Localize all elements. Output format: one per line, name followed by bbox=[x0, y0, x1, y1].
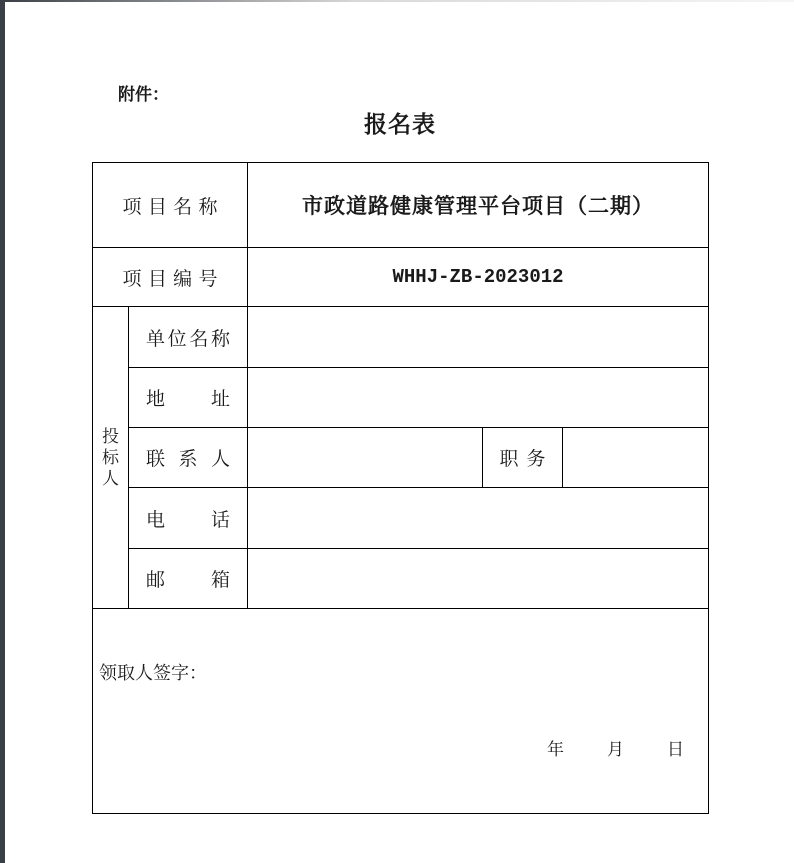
project-name-label: 项 目 名 称 bbox=[122, 196, 218, 218]
email-value-cell bbox=[248, 549, 709, 609]
unit-name-label: 单 位 名 称 bbox=[146, 328, 230, 350]
position-value-cell bbox=[563, 428, 709, 488]
project-name-label-cell bbox=[93, 163, 248, 248]
page-left-edge-shadow bbox=[0, 0, 5, 863]
phone-label: 电 话 bbox=[146, 509, 230, 531]
position-label: 职 务 bbox=[499, 449, 546, 470]
date-year-label: 年 bbox=[547, 740, 565, 759]
project-name-value-cell bbox=[248, 163, 709, 248]
project-name-value: 市政道路健康管理平台项目（二期） bbox=[302, 194, 655, 218]
date-day-label: 日 bbox=[667, 740, 685, 759]
table-row bbox=[93, 248, 709, 307]
project-number-label-cell bbox=[93, 248, 248, 307]
table-row bbox=[93, 307, 709, 368]
email-label: 邮 箱 bbox=[146, 570, 230, 591]
attachment-label: 附件： bbox=[118, 85, 169, 104]
date-line bbox=[547, 735, 684, 760]
address-value-cell bbox=[248, 368, 709, 428]
table-row bbox=[93, 549, 709, 609]
date-month-label: 月 bbox=[607, 740, 625, 759]
project-number-value: WHHJ-ZB-2023012 bbox=[392, 266, 564, 288]
contact-value-cell bbox=[248, 428, 483, 488]
project-number-label: 项 目 编 号 bbox=[122, 268, 218, 290]
contact-label-cell bbox=[129, 428, 248, 488]
bidder-group-label: 投 标 人 bbox=[102, 427, 119, 488]
signature-cell bbox=[93, 609, 709, 814]
email-label-cell bbox=[129, 549, 248, 609]
phone-value-cell bbox=[248, 488, 709, 549]
page-title: 报名表 bbox=[364, 112, 436, 137]
table-row bbox=[93, 163, 709, 248]
table-row bbox=[93, 488, 709, 549]
unit-name-label-cell bbox=[129, 307, 248, 368]
document-content bbox=[92, 0, 708, 814]
registration-form-table bbox=[92, 162, 709, 814]
signature-label: 领取人签字： bbox=[99, 663, 207, 683]
address-label: 地 址 bbox=[146, 389, 230, 410]
table-row bbox=[93, 609, 709, 814]
project-number-value-cell bbox=[248, 248, 709, 307]
contact-label: 联 系 人 bbox=[146, 449, 230, 470]
position-label-cell bbox=[483, 428, 563, 488]
table-row bbox=[93, 428, 709, 488]
phone-label-cell bbox=[129, 488, 248, 549]
table-row bbox=[93, 368, 709, 428]
address-label-cell bbox=[129, 368, 248, 428]
bidder-group-cell bbox=[93, 307, 129, 609]
unit-name-value-cell bbox=[248, 307, 709, 368]
